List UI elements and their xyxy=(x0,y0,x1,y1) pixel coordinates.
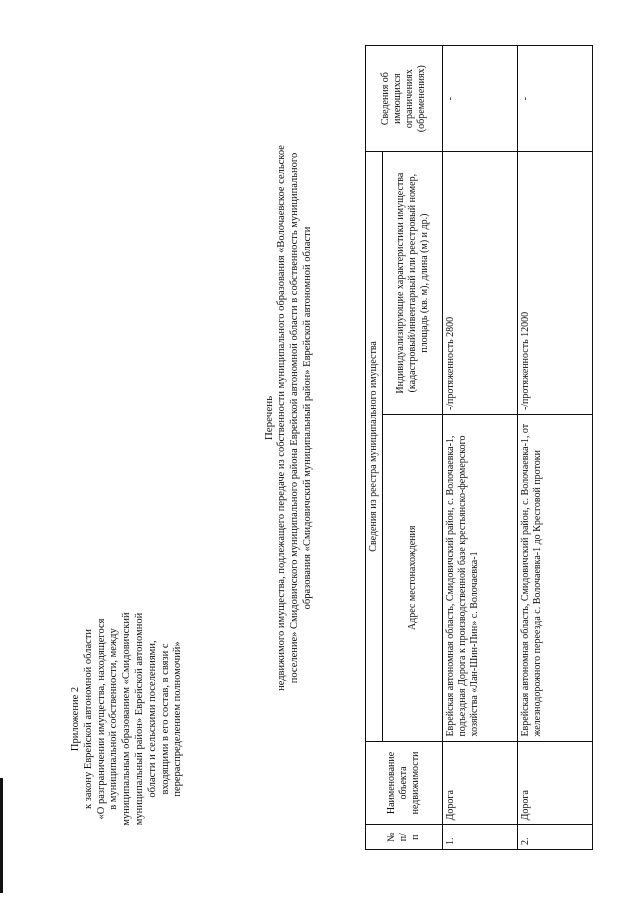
appendix-line: муниципальный район» Еврейской автономной xyxy=(133,612,145,826)
table-header-row xyxy=(366,46,383,850)
header-registry-group: Сведения из реестра муниципального имущества xyxy=(366,152,383,741)
title-block xyxy=(263,43,315,793)
cell-address: Еврейская автономная область, Смидовичский район, с. Волочаевка-1, подъездная Дорога к производственной базе крестьянско-фермерского хозяйства «Лан-Шин-Пин» с. Волочаевка-1 xyxy=(443,415,518,742)
cell-encumbrances: - xyxy=(443,46,518,152)
property-table xyxy=(365,45,593,850)
subtitle-line: поселение» Смидовичского муниципального района Еврейской автономной области в собственность муниципального xyxy=(289,152,301,684)
appendix-line: в муниципальной собственности, между xyxy=(108,628,120,810)
appendix-line: перераспределением полномочий» xyxy=(172,641,184,797)
appendix-line: входящими в его состав, в связи с xyxy=(159,643,171,795)
table-row xyxy=(518,46,593,850)
cell-object-name: Дорога xyxy=(443,741,518,825)
appendix-line: Приложение 2 xyxy=(70,686,81,752)
cell-address: Еврейская автономная область, Смидовичский район, с. Волочаевка-1, от железнодорожного переезда с. Волочаевка-1 до Кресговой протоки xyxy=(518,415,593,742)
scan-edge-line xyxy=(0,778,3,893)
cell-characteristics: -/протяженность 2800 xyxy=(443,152,518,415)
cell-object-name: Дорога xyxy=(518,741,593,825)
header-characteristics: Индивидуализирующие характеристики имущества (кадастровый/инвентарный или реестровый номер, площадь (кв. м), длина (м) и др.) xyxy=(383,152,443,415)
header-number: № п/ п xyxy=(366,825,443,850)
appendix-line: области и сельскими поселениями, xyxy=(146,640,158,798)
table-row xyxy=(443,46,518,850)
cell-characteristics: -/протяженность 12000 xyxy=(518,152,593,415)
header-encumbrances: Сведения об имеющихся ограничениях (обременениях) xyxy=(366,46,443,152)
appendix-line: «О разграничении имущества, находящегося xyxy=(95,618,107,820)
cell-number: 1. xyxy=(443,825,518,850)
header-object-name: Наименование объекта недвижимости xyxy=(366,741,443,825)
subtitle-line: недвижимого имущества, подлежащего передаче из собственности муниципального образования «Волочаевское сельское xyxy=(276,145,288,691)
document-title: Перечень xyxy=(263,395,275,441)
appendix-block xyxy=(70,599,185,839)
cell-encumbrances: - xyxy=(518,46,593,152)
cell-number: 2. xyxy=(518,825,593,850)
subtitle-line: образования «Смидовичский муниципальный район» Еврейской автономной области xyxy=(302,226,313,610)
table-subheader-row xyxy=(383,46,443,850)
appendix-line: к закону Еврейской автономной области xyxy=(82,628,94,810)
appendix-line: муниципальным образованием «Смидовичский xyxy=(121,612,133,826)
header-address: Адрес местонахождения xyxy=(383,415,443,742)
